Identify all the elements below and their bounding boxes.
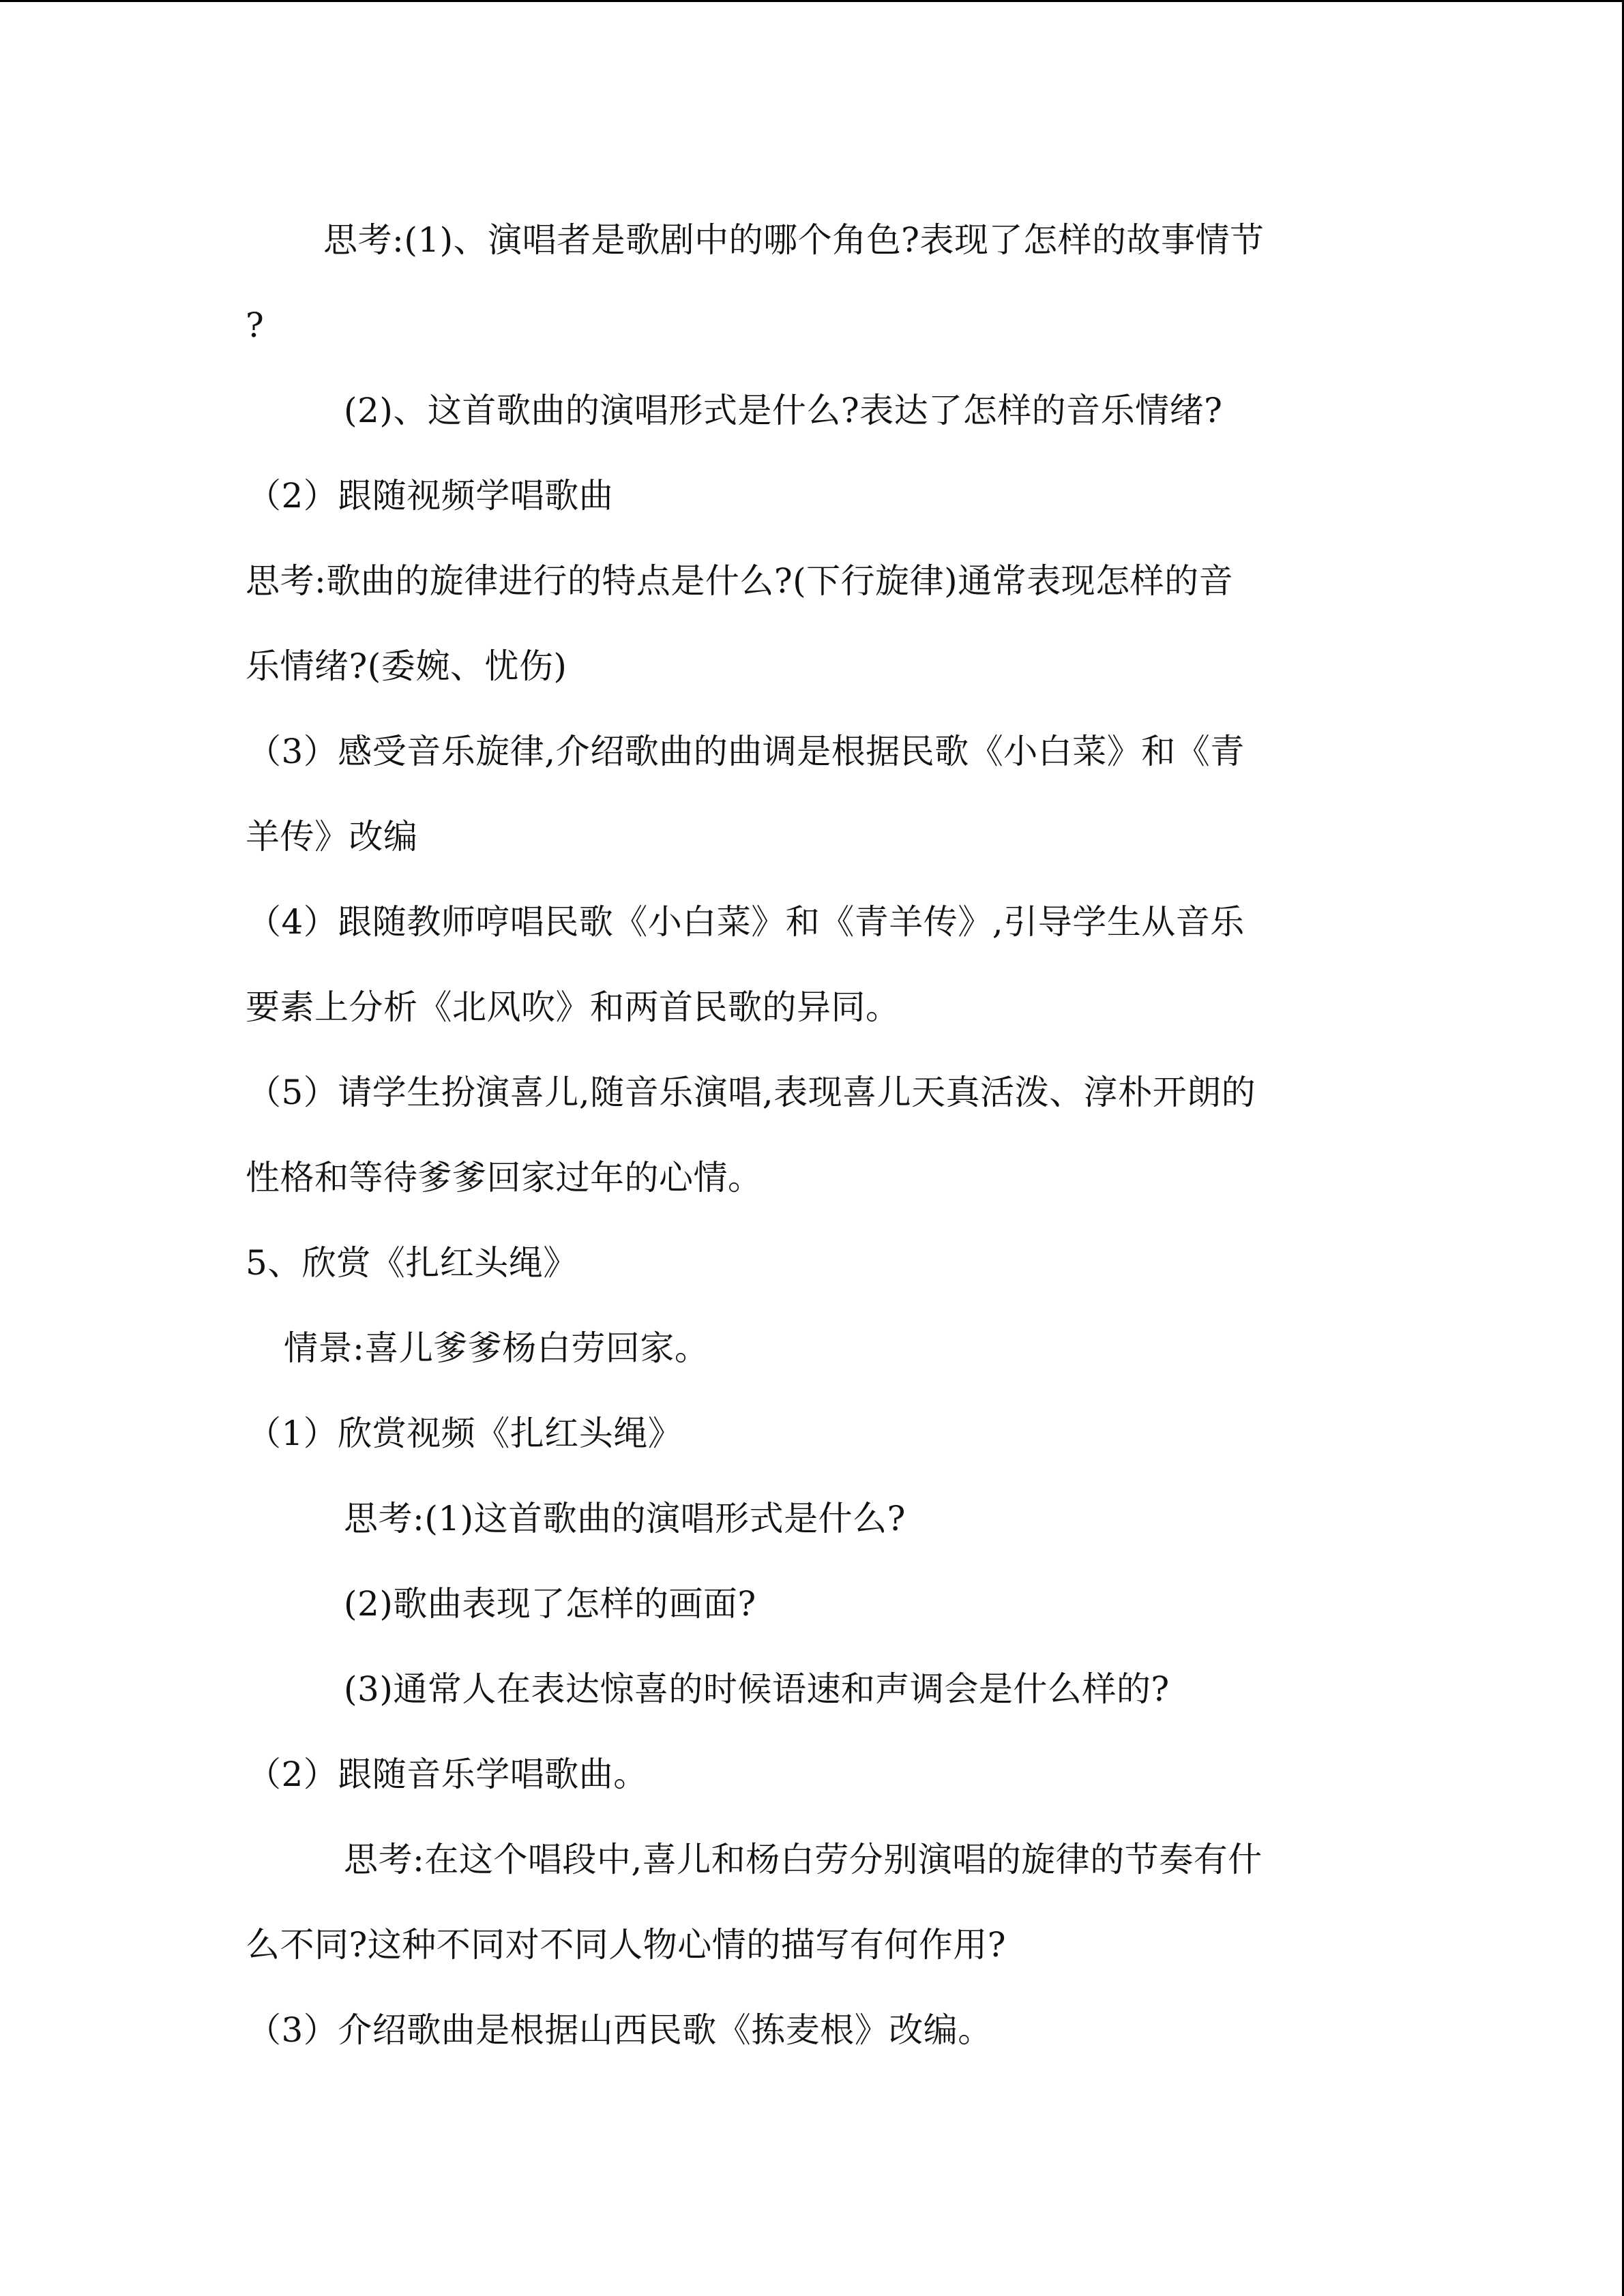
text-line-17: (2)歌曲表现了怎样的画面? [344,1584,756,1624]
text-line-12: 性格和等待爹爹回家过年的心情。 [246,1158,763,1197]
text-line-20: 思考:在这个唱段中,喜儿和杨白劳分别演唱的旋律的节奏有什 [344,1840,1263,1879]
text-line-8: 羊传》改编 [246,817,418,856]
text-line-13: 5、欣赏《扎红头绳》 [246,1243,578,1283]
text-line-14: 情景:喜儿爹爹杨白劳回家。 [284,1328,709,1368]
text-line-6: 乐情绪?(委婉、忧伤) [246,646,567,686]
text-line-10: 要素上分析《北风吹》和两首民歌的异同。 [246,987,900,1027]
text-line-18: (3)通常人在表达惊喜的时候语速和声调会是什么样的? [344,1669,1170,1709]
text-line-15: （1）欣赏视频《扎红头绳》 [247,1414,683,1453]
text-line-4: （2）跟随视频学唱歌曲 [247,476,614,516]
text-line-22: （3）介绍歌曲是根据山西民歌《拣麦根》改编。 [247,2010,992,2050]
text-line-9: （4）跟随教师哼唱民歌《小白菜》和《青羊传》,引导学生从音乐 [247,902,1245,942]
text-line-21: 么不同?这种不同对不同人物心情的描写有何作用? [246,1925,1007,1965]
text-line-2: ? [246,305,265,345]
text-line-7: （3）感受音乐旋律,介绍歌曲的曲调是根据民歌《小白菜》和《青 [247,732,1245,771]
text-line-3: (2)、这首歌曲的演唱形式是什么?表达了怎样的音乐情绪? [344,391,1223,430]
text-line-1: 思考:(1)、演唱者是歌剧中的哪个角色?表现了怎样的故事情节 [323,220,1265,260]
text-line-16: 思考:(1)这首歌曲的演唱形式是什么? [344,1499,906,1538]
text-line-5: 思考:歌曲的旋律进行的特点是什么?(下行旋律)通常表现怎样的音 [246,561,1234,601]
text-line-11: （5）请学生扮演喜儿,随音乐演唱,表现喜儿天真活泼、淳朴开朗的 [247,1073,1256,1112]
text-line-19: （2）跟随音乐学唱歌曲。 [247,1755,648,1794]
